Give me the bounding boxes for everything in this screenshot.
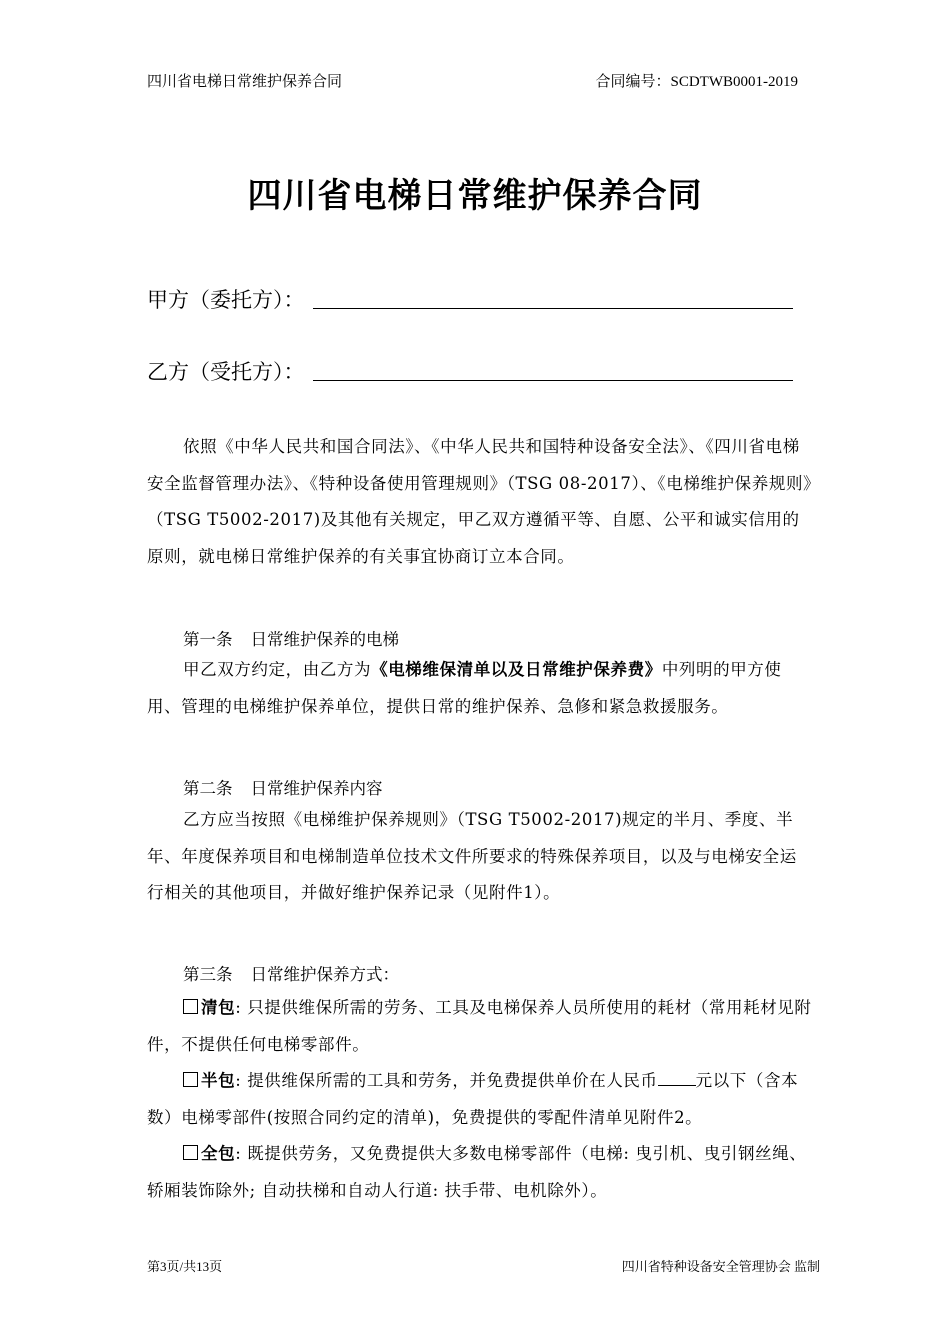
party-b-label: 乙方（受托方）： [147,360,305,384]
article2-number: 第二条 [183,779,233,798]
article3-number: 第三条 [183,965,233,984]
option-banbao [147,1063,813,1136]
checkbox-banbao[interactable] [183,1072,198,1087]
party-a-blank-line [313,308,793,309]
party-b-row [147,356,305,386]
option-banbao-text-b: 元以下（含本数）电梯零部件(按照合同约定的清单)，免费提供的零配件清单见附件2。 [147,1071,799,1127]
option-quanbao [147,1136,813,1209]
article1-text-before: 甲乙双方约定，由乙方为 [183,660,372,679]
page-title: 四川省电梯日常维护保养合同 [247,176,703,216]
contract-number: 合同编号：SCDTWB0001-2019 [595,74,798,90]
option-quanbao-text: : 既提供劳务，又免费提供大多数电梯零部件（电梯: 曳引机、曳引钢丝绳、轿厢装饰除外; 自动扶梯和自动人行道: 扶手带、电机除外）。 [147,1144,807,1200]
party-a-label: 甲方（委托方）： [147,288,305,312]
party-a-row [147,284,305,314]
article2-heading [183,775,383,799]
article1-heading [183,626,399,650]
article2-title: 日常维护保养内容 [250,779,383,798]
article2-text: 乙方应当按照《电梯维护保养规则》（TSG T5002-2017)规定的半月、季度、半年、年度保养项目和电梯制造单位技术文件所要求的特殊保养项目，以及与电梯安全运行相关的其他项目，并做好维护保养记录（见附件1）。 [147,810,797,902]
article3-options [147,990,813,1209]
article1-number: 第一条 [183,630,233,649]
article1-text-after: 中列明的甲方使用、管理的电梯维护保养单位，提供日常的维护保养、急修和紧急救援服务。 [147,660,782,716]
option-banbao-label: 半包 [201,1071,236,1090]
article2-paragraph [147,802,813,912]
article3-title: 日常维护保养方式： [250,965,399,984]
option-quanbao-label: 全包 [201,1144,236,1163]
article1-paragraph [147,652,813,725]
article1-text-bold: 《电梯维保清单以及日常维护保养费》 [371,660,662,679]
article1-title: 日常维护保养的电梯 [250,630,399,649]
checkbox-qingbao[interactable] [183,999,198,1014]
header-left: 四川省电梯日常维护保养合同 [147,74,343,90]
preamble-paragraph [147,429,813,575]
checkbox-quanbao[interactable] [183,1145,198,1160]
footer-page-number: 第3页/共13页 [147,1259,223,1274]
option-qingbao [147,990,813,1063]
preamble-text: 依照《中华人民共和国合同法》、《中华人民共和国特种设备安全法》、《四川省电梯安全监督管理办法》、《特种设备使用管理规则》（TSG 08-2017）、《电梯维护保养规则》（TSG T5002-2017)及其他有关规定，甲乙双方遵循平等、自愿、公平和诚实信用的原则，就电梯日常维护保养的有关事宜协商订立本合同。 [147,437,812,566]
party-b-blank-line [313,380,793,381]
option-qingbao-text: : 只提供维保所需的劳务、工具及电梯保养人员所使用的耗材（常用耗材见附件，不提供任何电梯零部件。 [147,998,812,1054]
option-banbao-text-a: : 提供维保所需的工具和劳务，并免费提供单价在人民币 [235,1071,658,1090]
footer-organization: 四川省特种设备安全管理协会 监制 [621,1259,820,1274]
option-qingbao-label: 清包 [201,998,236,1017]
article3-heading [183,961,399,985]
price-blank[interactable] [658,1071,696,1086]
